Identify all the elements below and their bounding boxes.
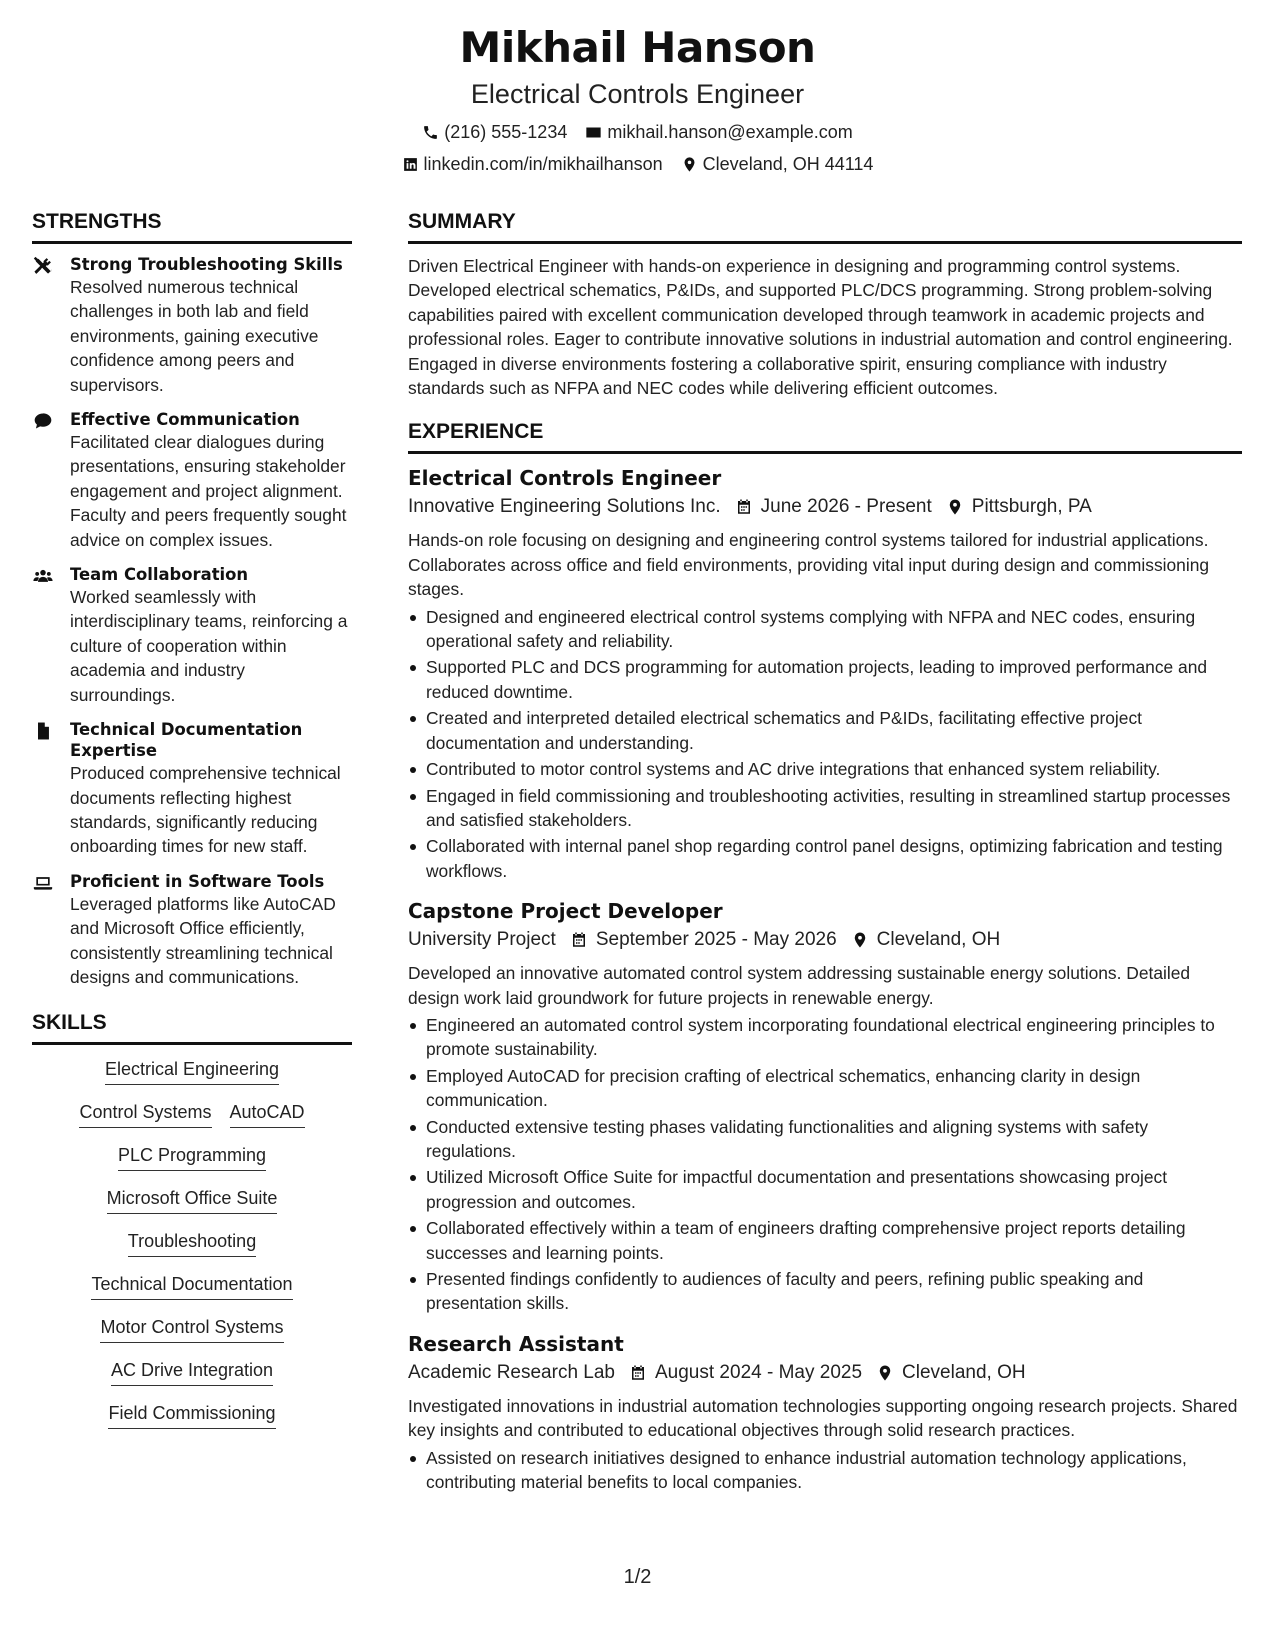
phone-contact[interactable] bbox=[422, 118, 567, 146]
strength-title: Technical Documentation Expertise bbox=[70, 720, 303, 761]
skill-tag: Technical Documentation bbox=[91, 1272, 292, 1300]
summary-heading: SUMMARY bbox=[408, 208, 1242, 244]
strength-desc: Leveraged platforms like AutoCAD and Microsoft Office efficiently, consistently streamlining technical designs and communications. bbox=[70, 893, 336, 987]
job-description: Investigated innovations in industrial automation technologies supporting ongoing research projects. Shared key insights and contributed to educational objectives through solid research practices. bbox=[408, 1395, 1238, 1441]
bullet-item: Utilized Microsoft Office Suite for impactful documentation and presentations showcasing project progression and outcomes. bbox=[408, 1165, 1242, 1214]
strength-title: Effective Communication bbox=[70, 410, 300, 430]
dates-text: June 2026 - Present bbox=[760, 496, 932, 518]
job-dates bbox=[629, 1358, 862, 1388]
job-location bbox=[946, 492, 1092, 522]
strength-desc: Facilitated clear dialogues during presentations, ensuring stakeholder engagement and project alignment. Faculty and peers frequently sought advice on complex issues. bbox=[70, 432, 347, 550]
linkedin-text: linkedin.com/in/mikhailhanson bbox=[423, 154, 663, 174]
skill-tag: Motor Control Systems bbox=[100, 1315, 283, 1343]
calendar-icon bbox=[570, 931, 588, 949]
contact-row-1 bbox=[0, 118, 1275, 146]
job-dates bbox=[735, 492, 932, 522]
skills-list bbox=[32, 1055, 352, 1429]
job-company bbox=[408, 1358, 615, 1388]
envelope-icon bbox=[585, 124, 602, 141]
strength-item bbox=[32, 719, 352, 859]
location-text: Pittsburgh, PA bbox=[971, 496, 1092, 518]
company-text: Academic Research Lab bbox=[408, 1361, 615, 1383]
company-text: Innovative Engineering Solutions Inc. bbox=[408, 496, 721, 518]
map-pin-icon bbox=[681, 156, 698, 173]
location-text: Cleveland, OH 44114 bbox=[702, 154, 874, 174]
map-pin-icon bbox=[946, 498, 964, 516]
candidate-title: Electrical Controls Engineer bbox=[470, 79, 805, 109]
location-contact bbox=[681, 150, 874, 178]
skill-tag: Microsoft Office Suite bbox=[107, 1186, 278, 1214]
job-entry bbox=[408, 464, 1242, 883]
calendar-icon bbox=[735, 498, 753, 516]
company-text: University Project bbox=[408, 929, 556, 951]
job-meta bbox=[408, 492, 1242, 522]
email-contact[interactable] bbox=[585, 118, 852, 146]
skill-tag: Electrical Engineering bbox=[105, 1057, 279, 1085]
bullet-item: Presented findings confidently to audiences of faculty and peers, refining public speaking and presentation skills. bbox=[408, 1267, 1242, 1316]
bullet-item: Created and interpreted detailed electrical schematics and P&IDs, facilitating effective project documentation and understanding. bbox=[408, 706, 1242, 755]
dates-text: September 2025 - May 2026 bbox=[595, 929, 837, 951]
main-column bbox=[408, 208, 1242, 1508]
job-entry bbox=[408, 1330, 1242, 1495]
job-bullets bbox=[408, 605, 1242, 883]
phone-icon bbox=[422, 124, 439, 141]
job-bullets bbox=[408, 1013, 1242, 1316]
bullet-item: Conducted extensive testing phases validating functionalities and aligning systems with safety regulations. bbox=[408, 1115, 1242, 1164]
document-icon bbox=[32, 721, 54, 741]
job-location bbox=[876, 1358, 1026, 1388]
job-title: Research Assistant bbox=[408, 1331, 624, 1356]
laptop-icon bbox=[32, 873, 54, 893]
skills-heading: SKILLS bbox=[32, 1009, 352, 1045]
strength-title: Team Collaboration bbox=[70, 565, 249, 585]
job-company bbox=[408, 925, 556, 955]
candidate-name: Mikhail Hanson bbox=[459, 23, 816, 72]
job-title: Capstone Project Developer bbox=[408, 899, 723, 924]
strengths-heading: STRENGTHS bbox=[32, 208, 352, 244]
linkedin-icon bbox=[402, 156, 419, 173]
skill-tag: AC Drive Integration bbox=[111, 1358, 273, 1386]
skill-tag: Field Commissioning bbox=[108, 1401, 275, 1429]
job-description: Hands-on role focusing on designing and engineering control systems tailored for industrial applications. Collaborates across office and field environments, providing vital input during design and commissioning stages. bbox=[408, 530, 1210, 600]
strength-desc: Produced comprehensive technical documents reflecting highest standards, significantly reducing onboarding times for new staff. bbox=[70, 763, 341, 857]
map-pin-icon bbox=[851, 931, 869, 949]
bullet-item: Engaged in field commissioning and troubleshooting activities, resulting in streamlined startup processes and satisfied stakeholders. bbox=[408, 784, 1242, 833]
bullet-item: Assisted on research initiatives designed to enhance industrial automation technology applications, contributing material benefits to local companies. bbox=[408, 1446, 1242, 1495]
phone-text: (216) 555-1234 bbox=[444, 122, 568, 142]
linkedin-contact[interactable] bbox=[402, 150, 663, 178]
bullet-item: Designed and engineered electrical control systems complying with NFPA and NEC codes, ensuring operational safety and reliability. bbox=[408, 605, 1242, 654]
job-dates bbox=[570, 925, 837, 955]
bullet-item: Employed AutoCAD for precision crafting of electrical schematics, enhancing clarity in design communication. bbox=[408, 1064, 1242, 1113]
calendar-icon bbox=[629, 1364, 647, 1382]
bullet-item: Collaborated with internal panel shop regarding control panel designs, optimizing fabrication and testing workflows. bbox=[408, 834, 1242, 883]
skill-tag: PLC Programming bbox=[118, 1143, 266, 1171]
tools-icon bbox=[32, 256, 54, 276]
bullet-item: Collaborated effectively within a team of engineers drafting comprehensive project reports detailing successes and learning points. bbox=[408, 1216, 1242, 1265]
strength-title: Strong Troubleshooting Skills bbox=[70, 255, 343, 274]
page-number: 1/2 bbox=[623, 1566, 652, 1588]
strength-item bbox=[32, 409, 352, 552]
dates-text: August 2024 - May 2025 bbox=[655, 1361, 863, 1383]
strength-item bbox=[32, 871, 352, 990]
map-pin-icon bbox=[876, 1364, 894, 1382]
job-entry bbox=[408, 897, 1242, 1316]
skill-tag: Control Systems bbox=[79, 1100, 211, 1128]
location-text: Cleveland, OH bbox=[902, 1361, 1026, 1383]
job-meta bbox=[408, 1358, 1242, 1388]
bullet-item: Engineered an automated control system incorporating foundational electrical engineering principles to promote sustainability. bbox=[408, 1013, 1242, 1062]
job-title: Electrical Controls Engineer bbox=[408, 466, 722, 491]
email-text: mikhail.hanson@example.com bbox=[607, 122, 853, 142]
job-location bbox=[851, 925, 1001, 955]
bullet-item: Supported PLC and DCS programming for automation projects, leading to improved performance and reduced downtime. bbox=[408, 655, 1242, 704]
bullet-item: Contributed to motor control systems and AC drive integrations that enhanced system reliability. bbox=[408, 757, 1242, 781]
skill-tag: Troubleshooting bbox=[128, 1229, 256, 1257]
summary-text: Driven Electrical Engineer with hands-on experience in designing and programming control systems. Developed electrical schematics, P&IDs, and supported PLC/DCS programming. Strong problem-solving capabilities paired with excellent communication developed through teamwork in academic projects and professional roles. Eager to contribute innovative solutions in industrial automation and control engineering. Engaged in diverse environments fostering a collaborative spirit, ensuring compliance with industry standards such as NFPA and NEC codes while delivering efficient outcomes. bbox=[408, 256, 1233, 399]
chat-bubble-icon bbox=[32, 411, 54, 431]
users-icon bbox=[32, 566, 54, 586]
sidebar bbox=[32, 208, 352, 1444]
job-bullets bbox=[408, 1446, 1242, 1495]
experience-heading: EXPERIENCE bbox=[408, 418, 1242, 454]
job-description: Developed an innovative automated control system addressing sustainable energy solutions. Detailed design work laid groundwork for future projects in renewable energy. bbox=[408, 963, 1191, 1008]
strength-desc: Resolved numerous technical challenges in both lab and field environments, gaining executive confidence among peers and supervisors. bbox=[70, 277, 319, 395]
strength-desc: Worked seamlessly with interdisciplinary teams, reinforcing a culture of cooperation within academia and industry surroundings. bbox=[70, 587, 348, 705]
strength-item bbox=[32, 254, 352, 397]
job-meta bbox=[408, 925, 1242, 955]
contact-row-2 bbox=[0, 150, 1275, 178]
skills-section bbox=[32, 1009, 352, 1429]
job-company bbox=[408, 492, 721, 522]
location-text: Cleveland, OH bbox=[876, 929, 1001, 951]
strength-title: Proficient in Software Tools bbox=[70, 871, 325, 891]
skill-tag: AutoCAD bbox=[230, 1100, 305, 1128]
strength-item bbox=[32, 564, 352, 707]
resume-header bbox=[0, 22, 1275, 178]
